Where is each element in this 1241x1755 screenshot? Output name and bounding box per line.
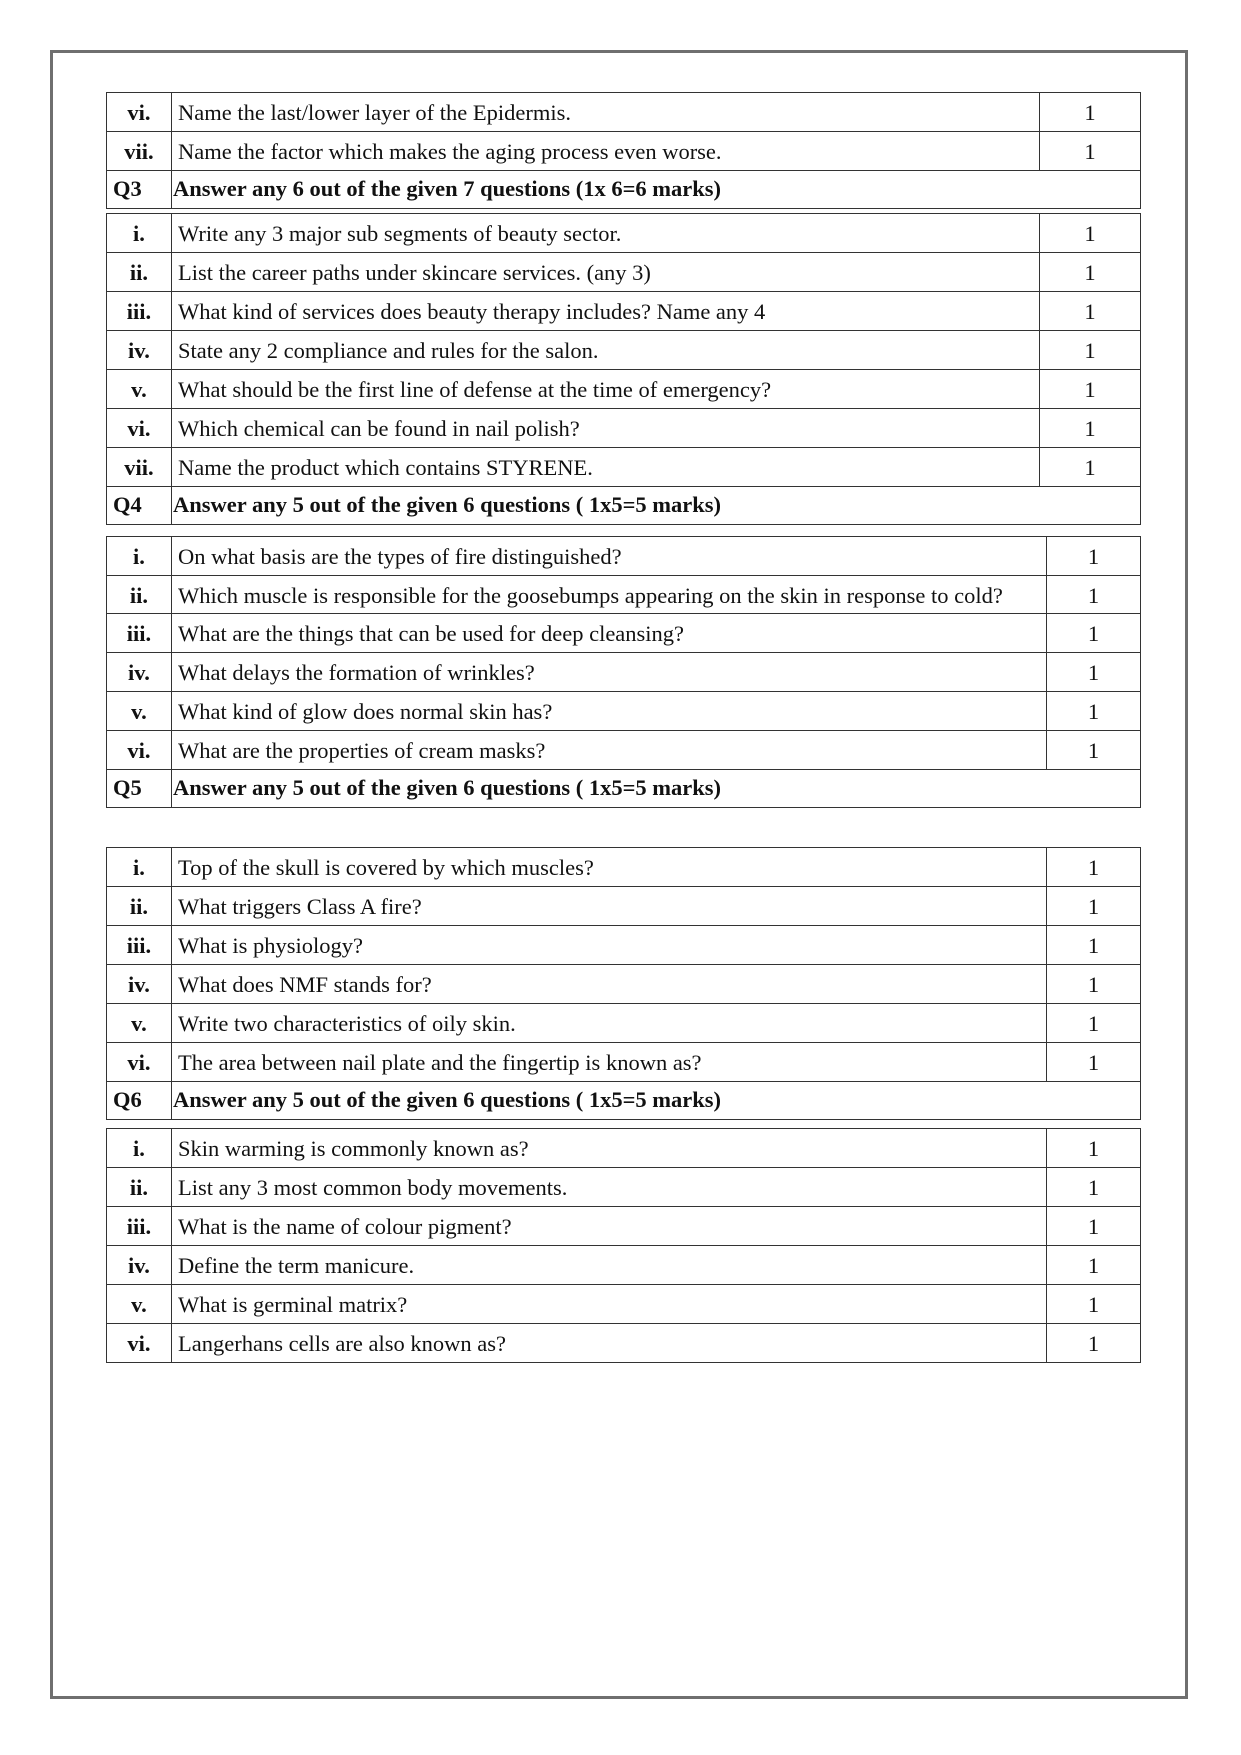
question-number: iii. — [107, 1207, 172, 1246]
question-text: Top of the skull is covered by which muscles? — [172, 848, 1047, 887]
question-marks: 1 — [1040, 448, 1141, 487]
table-row — [107, 1004, 1141, 1043]
table-row — [107, 692, 1141, 731]
question-text: Name the factor which makes the aging process even worse. — [172, 132, 1040, 171]
table-row — [107, 926, 1141, 965]
question-number: ii. — [107, 576, 172, 614]
question-number: vi. — [107, 409, 172, 448]
question-marks: 1 — [1047, 1207, 1141, 1246]
table-row — [107, 292, 1141, 331]
table-row — [107, 848, 1141, 887]
table-row — [107, 1324, 1141, 1363]
question-text: Define the term manicure. — [172, 1246, 1047, 1285]
table-row — [107, 965, 1141, 1004]
table-row — [107, 93, 1141, 132]
table-row — [107, 1043, 1141, 1082]
question-number: vi. — [107, 1324, 172, 1363]
table-row — [107, 331, 1141, 370]
table-row — [107, 576, 1141, 614]
question-table-continuation — [106, 92, 1141, 209]
question-marks: 1 — [1047, 965, 1141, 1004]
section-header-q5 — [107, 770, 1141, 808]
question-text: Write any 3 major sub segments of beauty sector. — [172, 214, 1040, 253]
question-marks: 1 — [1047, 576, 1141, 614]
section-instruction: Answer any 5 out of the given 6 questions ( 1x5=5 marks) — [172, 770, 1141, 808]
table-row — [107, 731, 1141, 770]
table-row — [107, 1207, 1141, 1246]
section-label: Q4 — [107, 487, 172, 525]
question-text: Write two characteristics of oily skin. — [172, 1004, 1047, 1043]
question-text: Which chemical can be found in nail polish? — [172, 409, 1040, 448]
question-text: What kind of glow does normal skin has? — [172, 692, 1047, 731]
question-text: State any 2 compliance and rules for the salon. — [172, 331, 1040, 370]
question-text: What kind of services does beauty therapy includes? Name any 4 — [172, 292, 1040, 331]
question-text: What does NMF stands for? — [172, 965, 1047, 1004]
question-text: Skin warming is commonly known as? — [172, 1129, 1047, 1168]
question-marks: 1 — [1047, 614, 1141, 653]
section-header-q6 — [107, 1082, 1141, 1120]
table-row — [107, 132, 1141, 171]
question-number: vi. — [107, 93, 172, 132]
question-text: What is germinal matrix? — [172, 1285, 1047, 1324]
question-number: i. — [107, 848, 172, 887]
table-row — [107, 370, 1141, 409]
question-marks: 1 — [1047, 887, 1141, 926]
question-number: vii. — [107, 448, 172, 487]
section-header-q4 — [107, 487, 1141, 525]
section-instruction: Answer any 6 out of the given 7 questions (1x 6=6 marks) — [172, 171, 1141, 209]
question-number: ii. — [107, 253, 172, 292]
question-number: iii. — [107, 292, 172, 331]
table-row — [107, 1285, 1141, 1324]
question-marks: 1 — [1040, 93, 1141, 132]
question-text: What delays the formation of wrinkles? — [172, 653, 1047, 692]
question-marks: 1 — [1047, 1285, 1141, 1324]
question-marks: 1 — [1040, 292, 1141, 331]
question-number: iv. — [107, 331, 172, 370]
question-text: Langerhans cells are also known as? — [172, 1324, 1047, 1363]
question-number: v. — [107, 1285, 172, 1324]
question-text: What are the things that can be used for deep cleansing? — [172, 614, 1047, 653]
question-text: Name the product which contains STYRENE. — [172, 448, 1040, 487]
question-marks: 1 — [1047, 1129, 1141, 1168]
question-marks: 1 — [1047, 1324, 1141, 1363]
table-row — [107, 1168, 1141, 1207]
question-text: Which muscle is responsible for the goosebumps appearing on the skin in response to cold? — [172, 576, 1047, 614]
section-label: Q5 — [107, 770, 172, 808]
question-marks: 1 — [1047, 537, 1141, 576]
question-text: Name the last/lower layer of the Epidermis. — [172, 93, 1040, 132]
question-number: i. — [107, 537, 172, 576]
table-row — [107, 1246, 1141, 1285]
question-number: iii. — [107, 926, 172, 965]
question-number: ii. — [107, 887, 172, 926]
question-number: vi. — [107, 1043, 172, 1082]
question-marks: 1 — [1040, 132, 1141, 171]
question-number: ii. — [107, 1168, 172, 1207]
question-text: What is physiology? — [172, 926, 1047, 965]
table-row — [107, 887, 1141, 926]
table-row — [107, 253, 1141, 292]
section-label: Q6 — [107, 1082, 172, 1120]
question-table-q4 — [106, 536, 1141, 808]
question-marks: 1 — [1040, 253, 1141, 292]
table-row — [107, 409, 1141, 448]
question-marks: 1 — [1047, 1246, 1141, 1285]
question-text: What should be the first line of defense at the time of emergency? — [172, 370, 1040, 409]
section-header-q3 — [107, 171, 1141, 209]
question-text: What is the name of colour pigment? — [172, 1207, 1047, 1246]
question-marks: 1 — [1047, 731, 1141, 770]
question-number: vii. — [107, 132, 172, 171]
question-number: v. — [107, 692, 172, 731]
table-row — [107, 448, 1141, 487]
question-marks: 1 — [1047, 1004, 1141, 1043]
question-text: The area between nail plate and the fingertip is known as? — [172, 1043, 1047, 1082]
question-marks: 1 — [1047, 848, 1141, 887]
question-text: List any 3 most common body movements. — [172, 1168, 1047, 1207]
question-number: v. — [107, 1004, 172, 1043]
table-row — [107, 614, 1141, 653]
section-label: Q3 — [107, 171, 172, 209]
question-marks: 1 — [1047, 692, 1141, 731]
question-marks: 1 — [1047, 1043, 1141, 1082]
question-marks: 1 — [1040, 409, 1141, 448]
section-instruction: Answer any 5 out of the given 6 questions ( 1x5=5 marks) — [172, 1082, 1141, 1120]
question-number: i. — [107, 1129, 172, 1168]
question-number: iv. — [107, 653, 172, 692]
question-marks: 1 — [1040, 370, 1141, 409]
table-row — [107, 214, 1141, 253]
question-number: v. — [107, 370, 172, 409]
question-number: iv. — [107, 1246, 172, 1285]
question-text: List the career paths under skincare services. (any 3) — [172, 253, 1040, 292]
table-row — [107, 653, 1141, 692]
question-table-q5 — [106, 847, 1141, 1120]
question-marks: 1 — [1047, 1168, 1141, 1207]
question-marks: 1 — [1047, 926, 1141, 965]
question-table-q3 — [106, 213, 1141, 525]
question-text: On what basis are the types of fire distinguished? — [172, 537, 1047, 576]
table-row — [107, 537, 1141, 576]
question-number: vi. — [107, 731, 172, 770]
question-marks: 1 — [1040, 214, 1141, 253]
question-text: What triggers Class A fire? — [172, 887, 1047, 926]
question-table-q6 — [106, 1128, 1141, 1363]
question-number: iii. — [107, 614, 172, 653]
question-number: i. — [107, 214, 172, 253]
question-marks: 1 — [1047, 653, 1141, 692]
question-number: iv. — [107, 965, 172, 1004]
section-instruction: Answer any 5 out of the given 6 questions ( 1x5=5 marks) — [172, 487, 1141, 525]
table-row — [107, 1129, 1141, 1168]
question-marks: 1 — [1040, 331, 1141, 370]
question-text: What are the properties of cream masks? — [172, 731, 1047, 770]
